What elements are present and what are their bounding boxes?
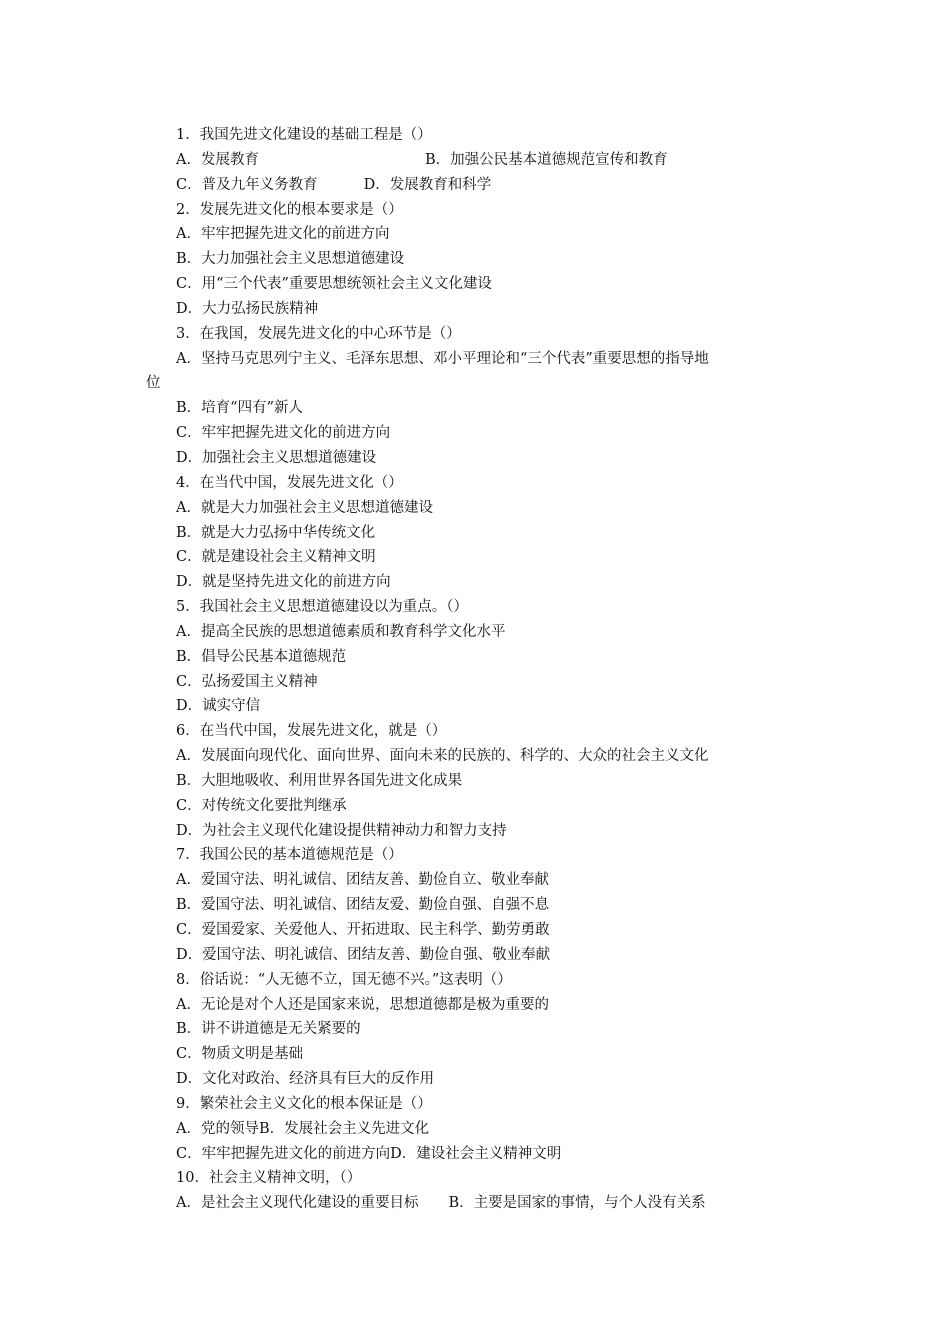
q1-stem: 1．我国先进文化建设的基础工程是（）: [176, 127, 432, 143]
q5-option-c: C．弘扬爱国主义精神: [176, 673, 318, 690]
q8-stem: 8．俗话说：“人无德不立，国无德不兴。”这表明（）: [176, 971, 512, 988]
q6-option-c: C．对传统文化要批判继承: [176, 797, 347, 814]
q10-option-a: A．是社会主义现代化建设的重要目标: [176, 1195, 419, 1212]
q7-option-a: A．爱国守法、明礼诚信、团结友善、勤俭自立、敬业奉献: [176, 872, 549, 889]
q7-option-b: B．爱国守法、明礼诚信、团结友爱、勤俭自强、自强不息: [176, 897, 550, 914]
q2-stem: 2．发展先进文化的根本要求是（）: [176, 201, 403, 218]
q7-option-d: D．爱国守法、明礼诚信、团结友善、勤俭自强、敬业奉献: [176, 946, 551, 963]
q8-option-c: C．物质文明是基础: [176, 1046, 304, 1063]
q6-option-d: D．为社会主义现代化建设提供精神动力和智力支持: [176, 822, 507, 839]
q1-option-d: D．发展教育和科学: [363, 176, 492, 193]
q4-option-b: B．就是大力弘扬中华传统文化: [176, 524, 376, 541]
q10-option-b: B．主要是国家的事情，与个人没有关系: [448, 1195, 706, 1212]
q3-option-b: B．培育“四有”新人: [176, 400, 303, 417]
q2-option-b: B．大力加强社会主义思想道德建设: [176, 251, 405, 268]
q4-stem: 4．在当代中国，发展先进文化（）: [176, 474, 403, 491]
q4-option-a: A．就是大力加强社会主义思想道德建设: [176, 499, 433, 516]
q1-options-ab: [146, 148, 826, 173]
q7-stem: 7．我国公民的基本道德规范是（）: [176, 847, 403, 864]
q9-options-cd: C．牢牢把握先进文化的前进方向D．建设社会主义精神文明: [176, 1145, 562, 1162]
q8-option-b: B．讲不讲道德是无关紧要的: [176, 1021, 361, 1038]
q10-stem: 10．社会主义精神文明，（）: [176, 1170, 362, 1187]
q4-option-d: D．就是坚持先进文化的前进方向: [176, 574, 391, 591]
q5-stem: 5．我国社会主义思想道德建设以为重点。（）: [176, 599, 468, 616]
q2-option-c: C．用“三个代表”重要思想统领社会主义文化建设: [176, 276, 492, 293]
question-list: [146, 123, 826, 1216]
q1-option-c: C．普及九年义务教育: [176, 176, 318, 193]
q1-option-b: B．加强公民基本道德规范宣传和教育: [424, 151, 668, 168]
q6-stem: 6．在当代中国，发展先进文化，就是（）: [176, 723, 447, 740]
q1-option-a: A．发展教育: [176, 151, 259, 168]
q8-option-a: A．无论是对个人还是国家来说，思想道德都是极为重要的: [176, 996, 549, 1013]
q3-option-a-line1: A．坚持马克思列宁主义、毛泽东思想、邓小平理论和“三个代表”重要思想的指导地: [176, 350, 709, 367]
q4-option-c: C．就是建设社会主义精神文明: [176, 549, 376, 566]
q3-option-d: D．加强社会主义思想道德建设: [176, 449, 377, 466]
q2-option-a: A．牢牢把握先进文化的前进方向: [176, 226, 390, 243]
q6-option-a: A．发展面向现代化、面向世界、面向未来的民族的、科学的、大众的社会主义文化: [176, 748, 709, 765]
q7-option-c: C．爱国爱家、关爱他人、开拓进取、民主科学、勤劳勇敢: [176, 922, 550, 938]
q5-option-b: B．倡导公民基本道德规范: [176, 648, 347, 665]
q2-option-d: D．大力弘扬民族精神: [176, 300, 319, 317]
q10-options-ab: [146, 1191, 826, 1216]
q9-stem: 9．繁荣社会主义文化的根本保证是（）: [176, 1095, 432, 1112]
q3-option-a-line2: 位: [146, 375, 161, 392]
q3-stem: 3．在我国，发展先进文化的中心环节是（）: [176, 325, 461, 342]
q5-option-a: A．提高全民族的思想道德素质和教育科学文化水平: [176, 623, 506, 640]
q8-option-d: D．文化对政治、经济具有巨大的反作用: [176, 1071, 435, 1088]
q1-options-cd: [146, 173, 826, 198]
q3-option-c: C．牢牢把握先进文化的前进方向: [176, 425, 391, 442]
q5-option-d: D．诚实守信: [176, 698, 261, 715]
q9-options-ab: A．党的领导B．发展社会主义先进文化: [176, 1120, 430, 1137]
q6-option-b: B．大胆地吸收、利用世界各国先进文化成果: [176, 772, 463, 789]
